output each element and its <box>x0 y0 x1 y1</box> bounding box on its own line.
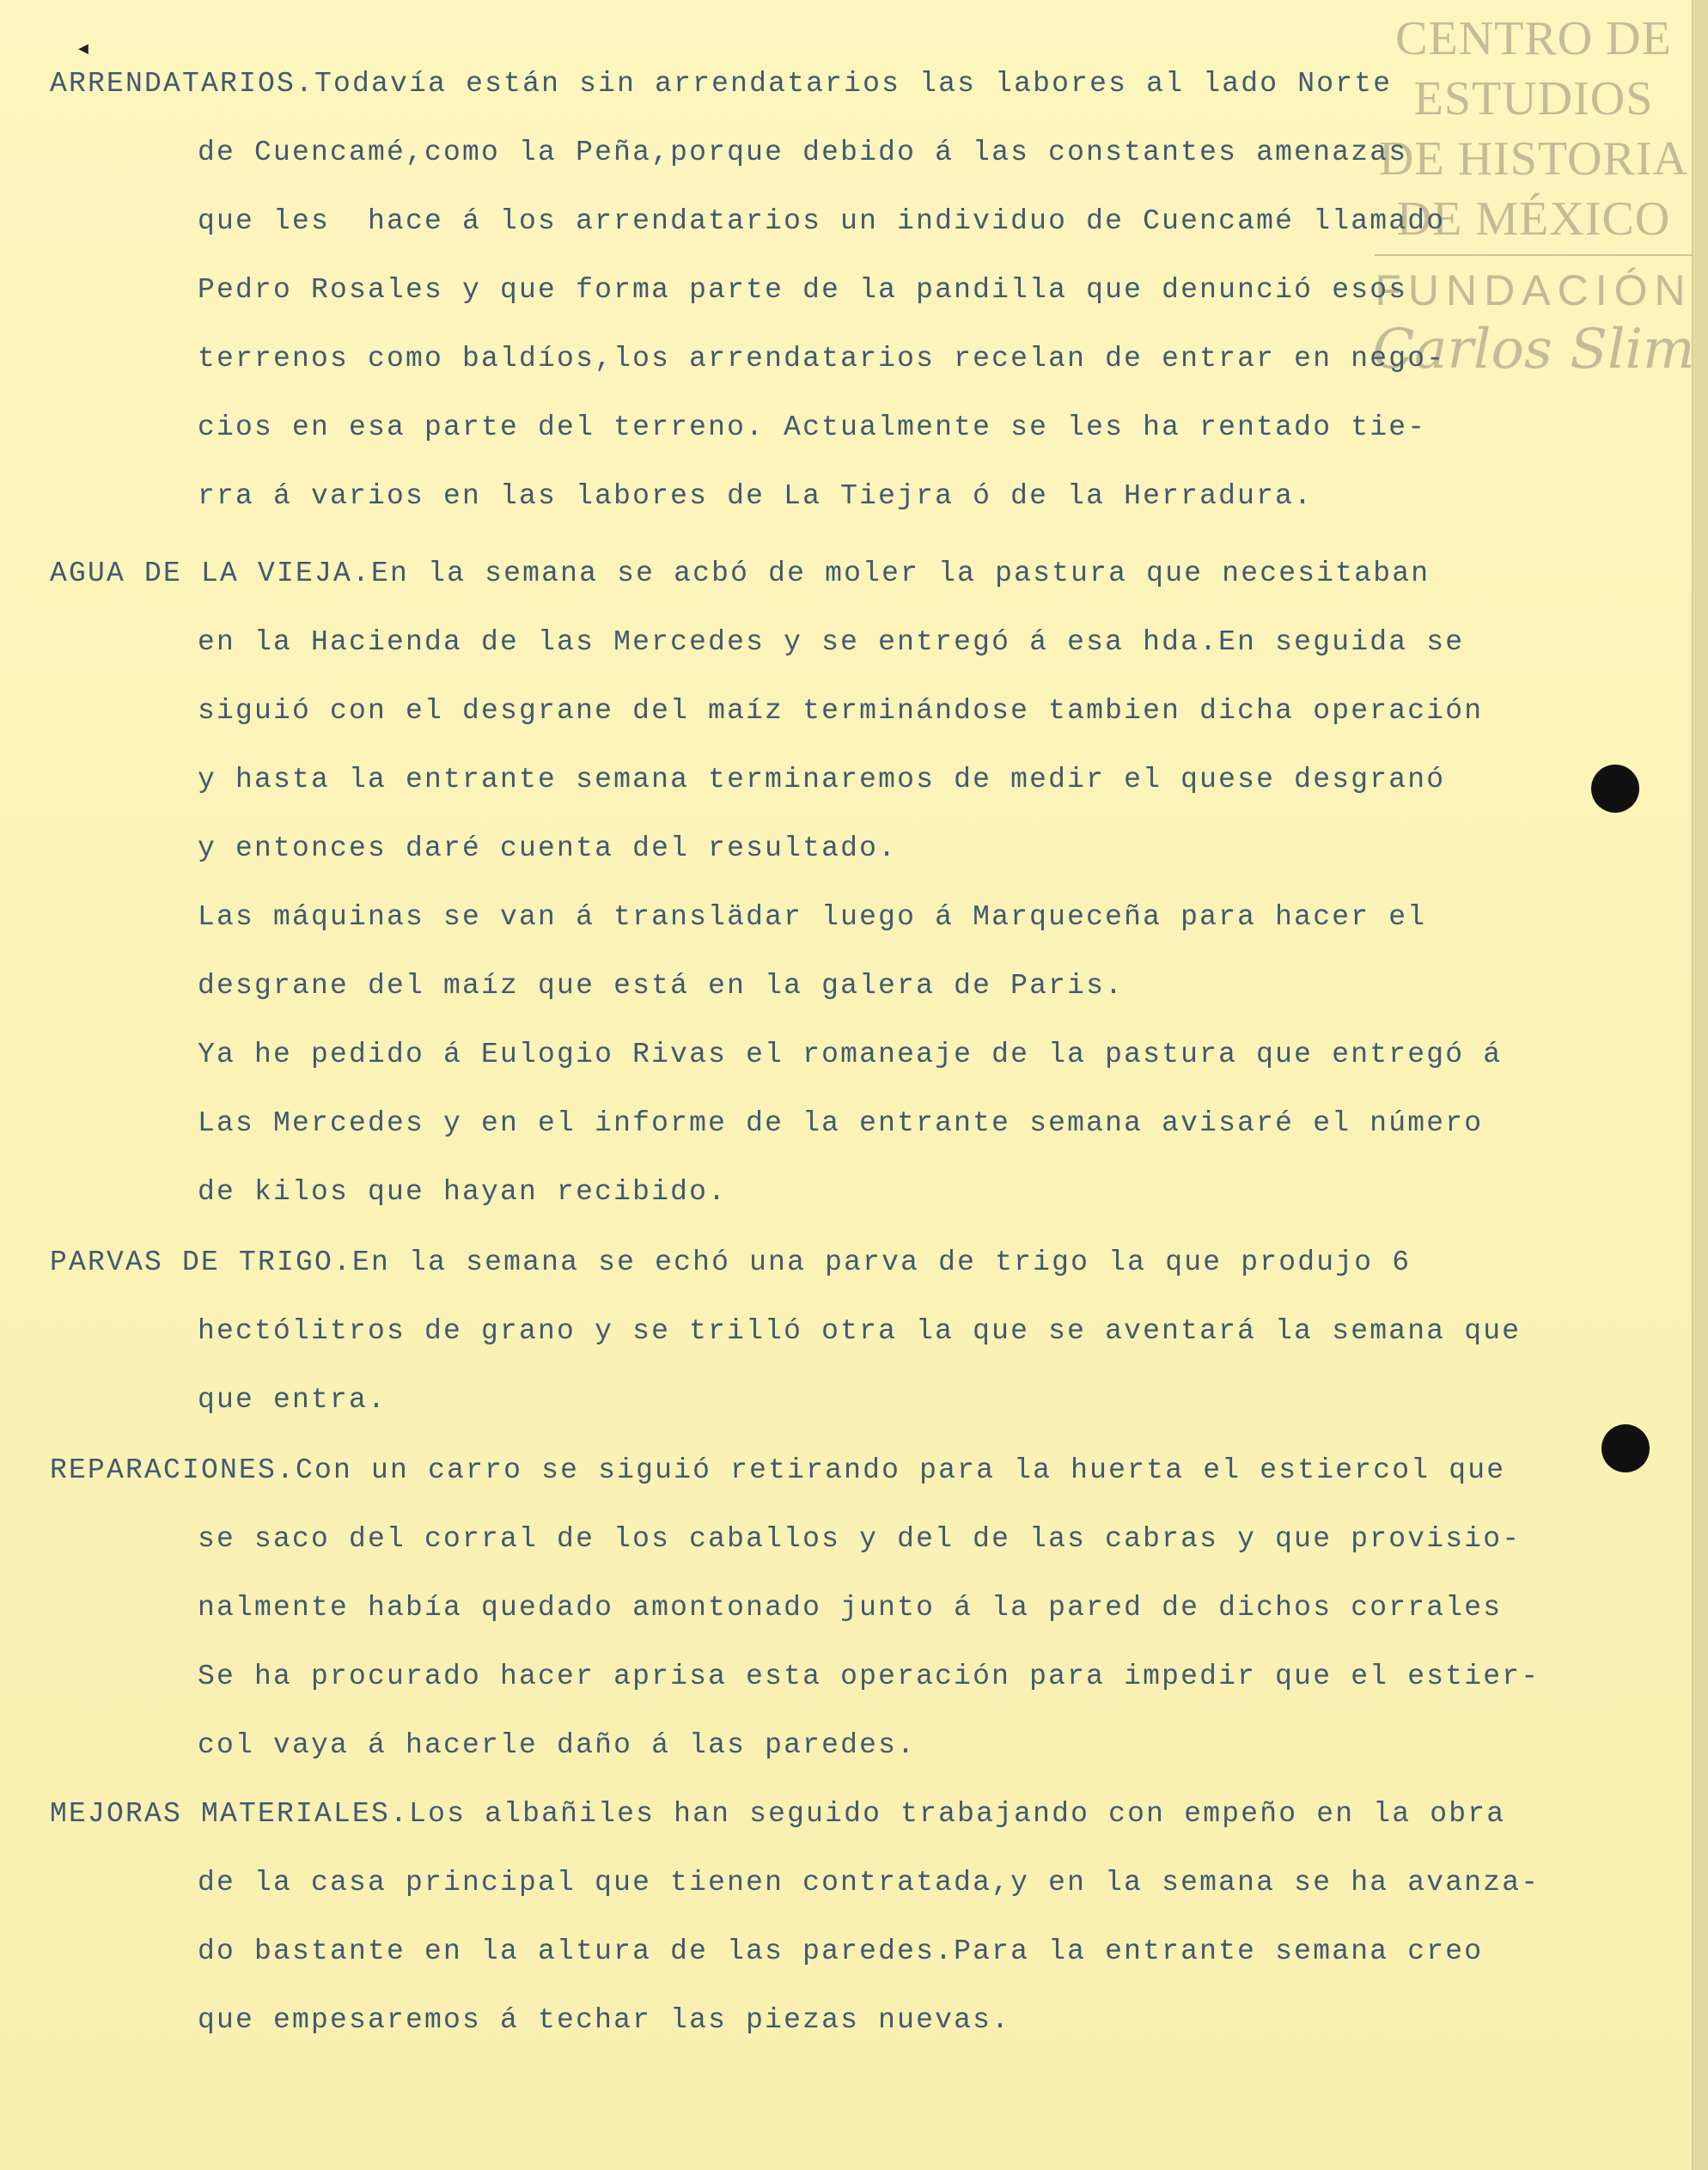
text-line: y hasta la entrante semana terminaremos de medir el quese desgranó <box>198 764 1446 795</box>
text-line: desgrane del maíz que está en la galera de Paris. <box>198 970 1125 1002</box>
text-line: de Cuencamé,como la Peña,porque debido á las constantes amenazas <box>198 137 1408 168</box>
text-line: rra á varios en las labores de La Tiejra ó de la Herradura. <box>198 480 1314 512</box>
watermark-line-3: DE HISTORIA <box>1379 132 1688 186</box>
text-line: Las Mercedes y en el informe de la entrante semana avisaré el número <box>198 1107 1484 1139</box>
text-line: hectólitros de grano y se trilló otra la que se aventará la semana que <box>198 1315 1522 1347</box>
text-line: nalmente había quedado amontonado junto á la pared de dichos corrales <box>198 1592 1503 1624</box>
text-line: terrenos como baldíos,los arrendatarios recelan de entrar en nego- <box>198 343 1446 375</box>
text-line: en la Hacienda de las Mercedes y se entregó á esa hda.En seguida se <box>198 626 1465 658</box>
punch-hole-lower <box>1601 1424 1650 1472</box>
arrow-mark-icon: ◂ <box>76 35 92 64</box>
archive-watermark <box>1366 9 1701 381</box>
text-line: Las máquinas se van á translädar luego á Marqueceña para hacer el <box>198 901 1427 933</box>
text-line: que empesaremos á techar las piezas nuevas. <box>198 2004 1011 2036</box>
punch-hole-upper <box>1591 765 1639 813</box>
text-line: cios en esa parte del terreno. Actualmente se les ha rentado tie- <box>198 411 1427 443</box>
heading-arrendatarios: ARRENDATARIOS.Todavía están sin arrendatarios las labores al lado Norte <box>50 68 1393 100</box>
text-line: y entonces daré cuenta del resultado. <box>198 832 898 864</box>
watermark-line-1: CENTRO DE <box>1395 12 1672 65</box>
text-line: Se ha procurado hacer aprisa esta operación para impedir que el estier- <box>198 1661 1540 1692</box>
watermark-line-2: ESTUDIOS <box>1413 72 1654 125</box>
text-line: col vaya á hacerle daño á las paredes. <box>198 1729 917 1761</box>
heading-parvas-de-trigo: PARVAS DE TRIGO.En la semana se echó una parva de trigo la que produjo 6 <box>50 1247 1412 1278</box>
text-line: do bastante en la altura de las paredes.Para la entrante semana creo <box>198 1935 1484 1967</box>
watermark-fundacion: FUNDACIÓN <box>1375 266 1693 314</box>
text-line: de kilos que hayan recibido. <box>198 1176 728 1208</box>
heading-mejoras-materiales: MEJORAS MATERIALES.Los albañiles han seguido trabajando con empeño en la obra <box>50 1798 1506 1830</box>
watermark-line-4: DE MÉXICO <box>1396 192 1671 246</box>
text-line: que entra. <box>198 1384 387 1416</box>
watermark-divider <box>1375 254 1693 256</box>
heading-agua-de-la-vieja: AGUA DE LA VIEJA.En la semana se acbó de moler la pastura que necesitaban <box>50 558 1430 589</box>
text-line: se saco del corral de los caballos y del de las cabras y que provisio- <box>198 1523 1522 1555</box>
text-line: Ya he pedido á Eulogio Rivas el romaneaje de la pastura que entregó á <box>198 1039 1503 1070</box>
heading-reparaciones: REPARACIONES.Con un carro se siguió retirando para la huerta el estiercol que <box>50 1454 1506 1486</box>
text-line: que les hace á los arrendatarios un individuo de Cuencamé llamado <box>198 205 1446 237</box>
text-line: de la casa principal que tienen contratada,y en la semana se ha avanza- <box>198 1867 1540 1899</box>
text-line: siguió con el desgrane del maíz terminándose tambien dicha operación <box>198 695 1484 727</box>
watermark-signature: Carlos Slim <box>1372 318 1695 381</box>
text-line: Pedro Rosales y que forma parte de la pandilla que denunció esos <box>198 274 1408 306</box>
